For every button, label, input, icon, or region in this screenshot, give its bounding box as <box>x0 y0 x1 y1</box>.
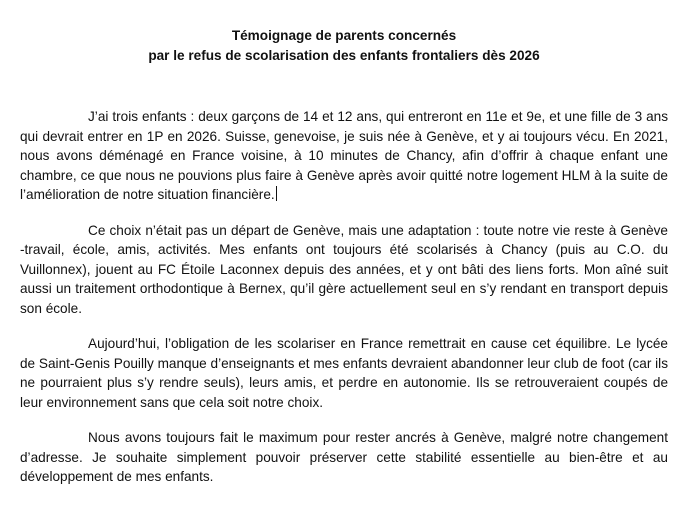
title-line-1: Témoignage de parents concernés <box>231 28 457 43</box>
paragraph-3: Aujourd’hui, l’obligation de les scolariser en France remettrait en cause cet équilibre. Le lycée de Saint-Genis Pouilly manque d’enseignants et mes enfants devraient abandonner leur club de foot (car ils ne pourraient plus s’y rendre seuls), leurs amis, et perdre en autonomie. Ils se retrouveraient coupés de leur environnement sans que cela soit notre choix. <box>20 336 668 410</box>
paragraph-1 <box>20 107 668 205</box>
text-cursor <box>276 186 277 201</box>
document-body[interactable] <box>20 107 668 487</box>
document-title <box>0 26 688 66</box>
title-line-2: par le refus de scolarisation des enfants frontaliers dès 2026 <box>148 48 540 63</box>
paragraph-2: Ce choix n’était pas un départ de Genève, mais une adaptation : toute notre vie reste à Genève -travail, école, amis, activités. Mes enfants ont toujours été scolarisés à Chancy (puis au C.O. du Vuillonnex), jouent au FC Étoile Laconnex depuis des années, et y ont bâti des liens forts. Mon aîné suit aussi un traitement orthodontique à Bernex, qu’il gère actuellement seul en s’y rendant en transport depuis son école. <box>20 222 668 316</box>
paragraph-1-text: J’ai trois enfants : deux garçons de 14 et 12 ans, qui entreront en 11e et 9e, et une fille de 3 ans qui devrait entrer en 1P en 2026. Suisse, genevoise, je suis née à Genève, et y ai toujours vécu. En 2021, nous avons déménagé en France voisine, à 10 minutes de Chancy, afin d’offrir à chaque enfant une chambre, ce que nous ne pouvions plus faire à Genève après avoir quitté notre logement HLM à la suite de l’amélioration de notre situation financière. <box>20 109 668 202</box>
paragraph-4: Nous avons toujours fait le maximum pour rester ancrés à Genève, malgré notre changement d’adresse. Je souhaite simplement pouvoir préserver cette stabilité essentielle au bien-être et au développement de mes enfants. <box>20 430 668 484</box>
